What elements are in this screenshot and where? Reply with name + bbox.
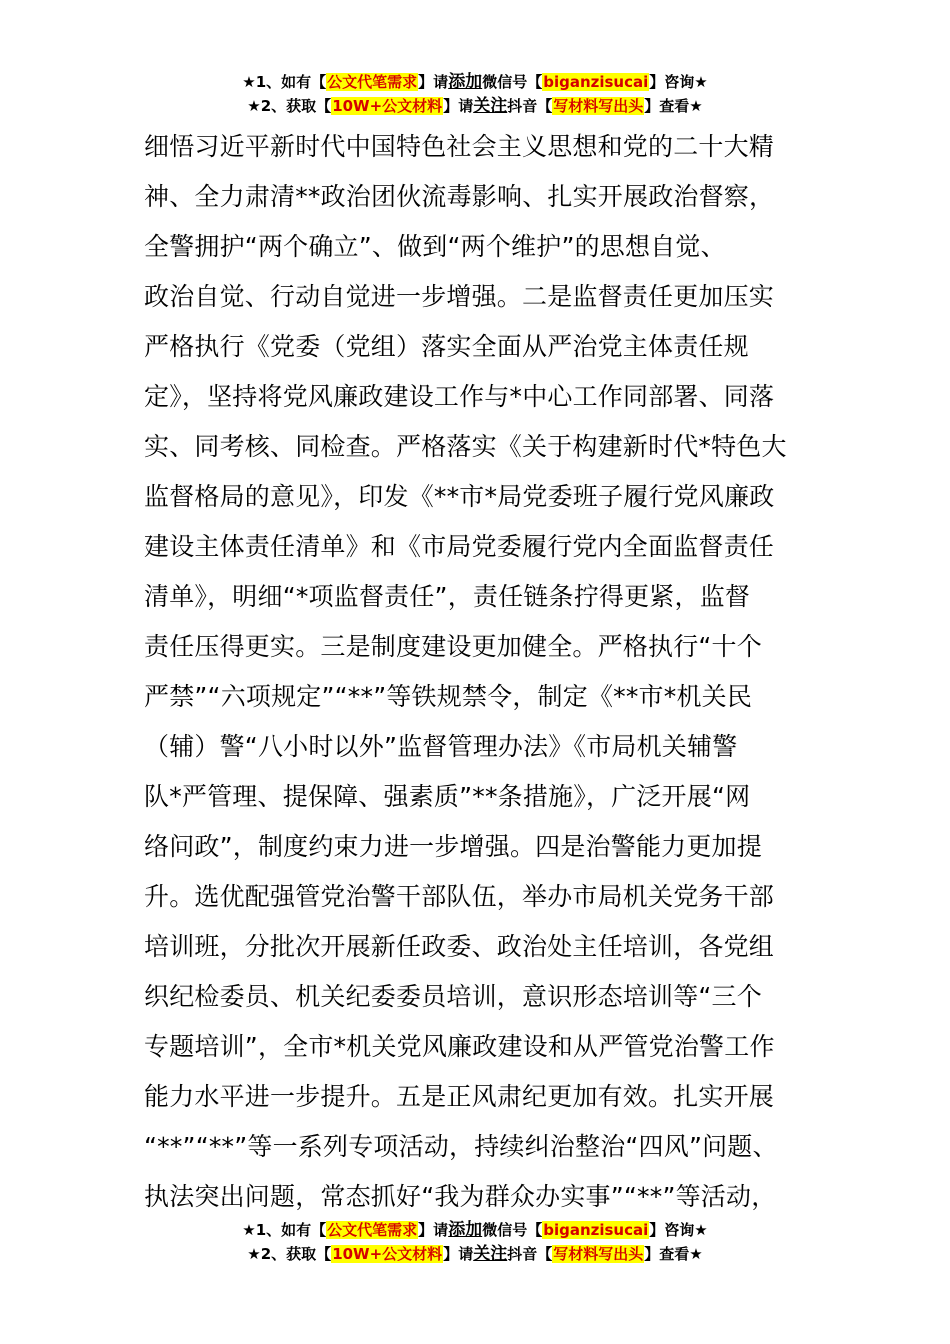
- body-line: 监督格局的意见》，印发《**市*局党委班子履行党风廉政: [144, 482, 775, 511]
- banner-highlight: 写材料写出头: [553, 1245, 644, 1263]
- banner-text: ★1、如有【: [242, 73, 327, 91]
- body-line: 培训班，分批次开展新任政委、政治处主任培训，各党组: [144, 932, 775, 961]
- banner-text: 】查看★: [644, 97, 703, 115]
- body-line: （辅）警“八小时以外”监督管理办法》《市局机关辅警: [144, 732, 738, 761]
- body-line: 能力水平进一步提升。五是正风肃纪更加有效。扎实开展: [144, 1082, 775, 1111]
- banner-highlight: 公文代笔需求: [327, 73, 418, 91]
- body-line: 清单》，明细“*项监督责任”，责任链条拧得更紧，监督: [144, 582, 751, 611]
- banner-text: 】请: [443, 97, 474, 115]
- body-line: 定》，坚持将党风廉政建设工作与*中心工作同部署、同落: [144, 382, 775, 411]
- banner-emphasis: 关注: [473, 1244, 508, 1264]
- banner-line-2: [0, 1242, 950, 1266]
- bottom-banner: [0, 1218, 950, 1266]
- body-line: 神、全力肃清**政治团伙流毒影响、扎实开展政治督察，: [144, 182, 775, 211]
- banner-text: 微信号【: [482, 1221, 543, 1239]
- body-line: 专题培训”，全市*机关党风廉政建设和从严管党治警工作: [144, 1032, 775, 1061]
- banner-text: 】请: [443, 1245, 474, 1263]
- body-line: 队*严管理、提保障、强素质”**条措施》，广泛开展“网: [144, 782, 751, 811]
- body-line: 络问政”，制度约束力进一步增强。四是治警能力更加提: [144, 832, 762, 861]
- body-line: 实、同考核、同检查。严格落实《关于构建新时代*特色大: [144, 432, 787, 461]
- body-line: 升。选优配强管党治警干部队伍，举办市局机关党务干部: [144, 882, 775, 911]
- banner-line-1: [0, 70, 950, 94]
- body-line: “**”“**”等一系列专项活动，持续纠治整治“四风”问题、: [144, 1132, 778, 1161]
- document-body: [144, 122, 834, 1222]
- banner-text: 抖音【: [507, 1245, 553, 1263]
- banner-text: ★2、获取【: [247, 97, 332, 115]
- banner-highlight: 10W+公文材料: [332, 97, 443, 115]
- top-banner: [0, 70, 950, 118]
- banner-line-2: [0, 94, 950, 118]
- banner-text: 】请: [418, 1221, 449, 1239]
- banner-highlight: biganzisucai: [543, 1221, 649, 1239]
- body-line: 建设主体责任清单》和《市局党委履行党内全面监督责任: [144, 532, 775, 561]
- banner-text: 】咨询★: [649, 1221, 708, 1239]
- banner-emphasis: 添加: [448, 1220, 483, 1240]
- body-line: 细悟习近平新时代中国特色社会主义思想和党的二十大精: [144, 132, 775, 161]
- banner-emphasis: 添加: [448, 72, 483, 92]
- banner-emphasis: 关注: [473, 96, 508, 116]
- body-line: 政治自觉、行动自觉进一步增强。二是监督责任更加压实: [144, 282, 775, 311]
- banner-text: 微信号【: [482, 73, 543, 91]
- banner-highlight: 公文代笔需求: [327, 1221, 418, 1239]
- banner-text: ★2、获取【: [247, 1245, 332, 1263]
- banner-highlight: 10W+公文材料: [332, 1245, 443, 1263]
- body-line: 严禁”“六项规定”“**”等铁规禁令，制定《**市*机关民: [144, 682, 753, 711]
- banner-line-1: [0, 1218, 950, 1242]
- banner-text: 】请: [418, 73, 449, 91]
- banner-text: 】咨询★: [649, 73, 708, 91]
- banner-text: 抖音【: [507, 97, 553, 115]
- body-line: 严格执行《党委（党组）落实全面从严治党主体责任规: [144, 332, 749, 361]
- body-line: 织纪检委员、机关纪委委员培训，意识形态培训等“三个: [144, 982, 762, 1011]
- body-line: 全警拥护“两个确立”、做到“两个维护”的思想自觉、: [144, 232, 726, 261]
- body-line: 执法突出问题，常态抓好“我为群众办实事”“**”等活动，: [144, 1182, 777, 1211]
- body-line: 责任压得更实。三是制度建设更加健全。严格执行“十个: [144, 632, 762, 661]
- banner-highlight: 写材料写出头: [553, 97, 644, 115]
- banner-highlight: biganzisucai: [543, 73, 649, 91]
- banner-text: ★1、如有【: [242, 1221, 327, 1239]
- banner-text: 】查看★: [644, 1245, 703, 1263]
